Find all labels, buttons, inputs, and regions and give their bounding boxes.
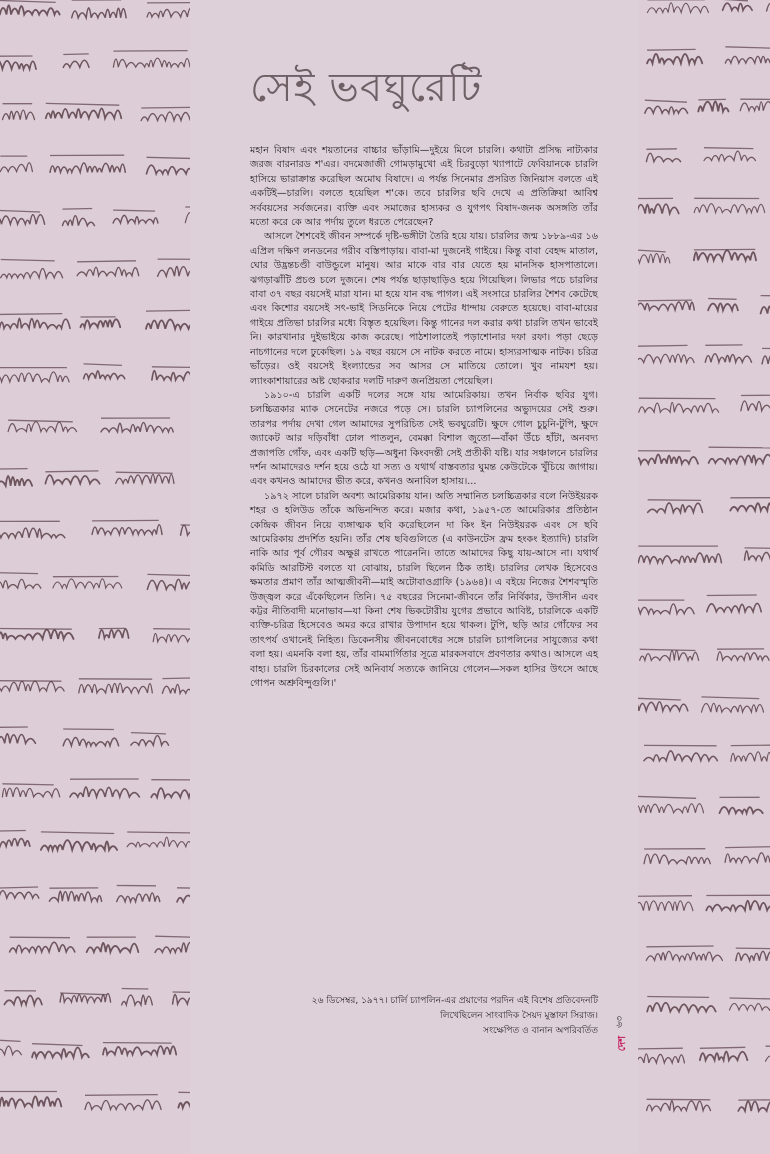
handwriting-stroke xyxy=(723,3,753,10)
handwriting-stroke xyxy=(638,796,696,798)
handwriting-stroke xyxy=(77,267,139,275)
paragraph-3: ১৯১০-এ চারলি একটি দলের সঙ্গে যায় আমেরিকায়। তখন নির্বাক ছবির যুগ। চলচ্চিত্রকার ম্যাক সেনেটের নজরে পড়ে সে। চারলি চ্যাপলিনের অভ্যুদয়ের সেই শুরু। তারপর পর্দায় দেখা গেল আমাদের সুপরিচিত সেই ভবঘুরেটি। ক্ষুদে গোল চুচুনি-টুপি, ক্ষুদে জ্যাকেট আর দড়িবাঁধা ঢোল পাতলুন, বেমক্কা বিশাল জুতো—বাঁকা উঁচে হাঁটা, অনবদ্য প্রজাপতি গোঁফ, এবং একটি ছড়ি—অধুনা কিংবদন্তী সেই প্রতীকী যষ্টি। যার সঞ্চালনে চারলির দর্শন আমাদেরও দর্শন হয়ে ওঠে যা সত্য ও যথার্থ বাস্তবতার ঘুমন্ত কেউটেকে খুঁচিয়ে জাগায়। এবং কখনও আমাদের ভীত করে, কখনও অনাবিল হাসায়।... xyxy=(250,389,598,488)
handwriting-stroke xyxy=(647,1101,711,1111)
handwriting-stroke xyxy=(0,887,38,888)
handwriting-stroke xyxy=(702,697,760,699)
handwriting-stroke xyxy=(0,630,73,639)
handwriting-stroke xyxy=(707,595,757,596)
handwriting-stroke xyxy=(694,250,756,260)
handwriting-stroke xyxy=(141,107,190,108)
handwriting-stroke xyxy=(60,993,106,995)
handwriting-stroke xyxy=(92,520,159,521)
handwriting-stroke xyxy=(761,296,770,297)
handwriting-stroke xyxy=(638,896,692,897)
magazine-brand: দেশ xyxy=(617,1036,628,1052)
handwriting-stroke xyxy=(63,216,95,226)
handwriting-stroke xyxy=(638,354,694,362)
handwriting-stroke xyxy=(45,471,98,472)
handwriting-stroke xyxy=(0,831,26,832)
handwriting-stroke xyxy=(730,502,770,511)
handwriting-stroke xyxy=(646,153,680,161)
handwriting-stroke xyxy=(698,99,726,100)
handwriting-stroke xyxy=(173,994,190,1004)
handwriting-stroke xyxy=(638,698,681,700)
handwriting-stroke xyxy=(638,804,704,813)
handwriting-stroke xyxy=(640,649,696,650)
handwriting-stroke xyxy=(85,1095,158,1096)
handwriting-stroke xyxy=(0,314,62,315)
handwriting-strokes-right xyxy=(638,0,770,1154)
paragraph-4: ১৯৭২ সালে চারলি অবশ্য আমেরিকায় যান। অতি সম্মানিত চলচ্চিত্রকার বলে নিউইয়রক শহর ও হলিউড তাঁকে অভিনন্দিত করে। মজার কথা, ১৯৫৭-তে আমেরিকার প্রতিষ্ঠান কেন্দ্রিক জীবন নিয়ে ব্যঙ্গাত্মক ছবি করেছিলেন দা কিং ইন নিউইয়রক এবং সে ছবি আমেরিকায় প্রদর্শিত হয়নি। তাঁর শেষ ছবিগুলিতে (এ কাউনটেস ফ্রম হংকং ইত্যাদি) চারলি নাকি আর পূর্ব গৌরব অক্ষুণ্ণ রাখতে পারেননি। তাতে আমাদের কিছু যায়-আসে না। যথার্থ কমিডি আরটিস্ট বলতে যা বোঝায়, চারলি ছিলেন ঠিক তাই। চারলির লেখক হিসেবেও ক্ষমতার প্রমাণ তাঁর আত্মজীবনী—মাই অটোবাওগ্রাফি (১৯৬৪)। এ বইয়ে নিজের শৈশবস্মৃতি উজ্জ্বল করে এঁকেছিলেন তিনি। ৭৫ বছরের সিনেমা-জীবনে তাঁর নির্বিকার, উদাসীন এবং কট্টর নীতিবাদী মনোভাব—যা কিনা শেষ ভিকটোরীয় যুগের প্রভাবে আবিষ্ট, চারলিকে একটি ব্যক্তি-চরিত্র হিসেবেও অমর করে রাখার উপাদান হয়ে থাকল। টুপি, ছড়ি আর গোঁফের সব তাৎপর্য ওখানেই নিহিত। ডিকেনসীয় জীবনবোধের সঙ্গে চারলি চ্যাপলিনের সাযুজ্যের কথা বলা হয়। এমনকি বলা হয়, তাঁর বামমার্গিতার সূত্রে মারকসবাদে প্রবণতার কথাও। আসলে এহ বাহ্য। চারলি চিরকালের সেই অনিবার্য সত্যকে জানিয়ে গেলেন—সকল হাসির উৎসে আছে গোপন অশ্রুবিন্দুগুলি।' xyxy=(250,490,598,690)
handwriting-stroke xyxy=(2,784,53,785)
handwriting-stroke xyxy=(41,840,117,850)
handwriting-stroke xyxy=(87,943,139,952)
handwriting-stroke xyxy=(113,58,190,67)
handwriting-stroke xyxy=(50,163,125,172)
handwriting-stroke xyxy=(638,254,670,263)
handwriting-stroke xyxy=(103,1043,172,1044)
handwriting-stroke xyxy=(638,553,721,563)
paragraph-1: মহান বিষাদ এবং শয়তানের বাচ্চার ভাঁড়ামি—দুইয়ে মিলে চারলি। কথাটা প্রসিদ্ধ নাট্যকার জরজ বারনারড শ'এর। বদমেজাজী গোমড়ামুখো এই চিরবুড়ো খ্যাপাটে ফেবিয়ানকে চারলি হাসিয়ে ভারাক্রান্ত করেছিল অমোঘ বিষাদে। এ পর্যন্ত সিনেমার প্রসরিত জিনিয়াস বলতে এই একটিই—চারলি। বলতে হয়েছিল শ'কে। তবে চারলির ছবি দেখে এ প্রতিক্রিয়া আবিশ্ব সর্ববয়সের সর্বজনের। ব্যক্তি এবং সমাজের হাস্যকর ও যুগপৎ বিষাদ-জনক অসঙ্গতি তাঁর মতো করে কে আর পর্দায় তুলে ধরতে পেরেছেন? xyxy=(250,145,598,229)
handwriting-stroke xyxy=(647,1099,711,1100)
handwriting-stroke xyxy=(3,110,35,120)
handwriting-stroke xyxy=(178,1092,190,1093)
handwriting-stroke xyxy=(766,1053,770,1061)
footnote-line-3: সংক্ষেপিত ও বানান অপরিবর্তিত xyxy=(483,1026,598,1036)
handwriting-stroke xyxy=(638,701,688,710)
handwriting-stroke xyxy=(147,157,191,159)
handwriting-stroke xyxy=(762,355,770,364)
handwriting-stroke xyxy=(45,475,99,484)
handwritten-manuscript-left xyxy=(0,0,190,1154)
handwriting-stroke xyxy=(41,832,114,834)
handwriting-stroke xyxy=(740,101,770,111)
handwriting-stroke xyxy=(706,901,770,911)
handwriting-stroke xyxy=(151,788,190,797)
handwriting-stroke xyxy=(152,371,190,380)
handwriting-stroke xyxy=(708,303,738,310)
handwriting-stroke xyxy=(646,951,722,960)
handwriting-stroke xyxy=(131,736,169,746)
handwriting-stroke xyxy=(736,948,770,949)
handwriting-stroke xyxy=(645,106,688,113)
handwriting-stroke xyxy=(638,1048,683,1049)
handwriting-stroke xyxy=(725,54,770,63)
handwriting-stroke xyxy=(646,149,677,150)
handwriting-stroke xyxy=(639,403,719,413)
handwriting-stroke xyxy=(731,745,770,746)
handwriting-stroke xyxy=(731,752,770,762)
handwriting-stroke xyxy=(32,1044,82,1046)
footnote-line-1: ২৬ ডিসেম্বর, ১৯৭৭। চার্লি চ্যাপলিন-এর প্রয়াণের পরদিন এই বিশেষ প্রতিবেদনটি xyxy=(311,996,598,1006)
handwriting-stroke xyxy=(704,151,756,160)
handwriting-stroke xyxy=(723,0,748,1)
handwriting-stroke xyxy=(85,1100,161,1110)
handwriting-stroke xyxy=(700,1052,748,1061)
handwriting-stroke xyxy=(761,304,770,313)
handwriting-stroke xyxy=(0,1096,61,1106)
handwriting-stroke xyxy=(738,1101,770,1111)
handwriting-stroke xyxy=(0,469,28,470)
handwriting-stroke xyxy=(725,847,770,848)
handwriting-stroke xyxy=(63,54,88,55)
handwriting-stroke xyxy=(0,372,69,382)
handwriting-stroke xyxy=(707,603,761,611)
handwriting-stroke xyxy=(638,345,688,346)
handwriting-stroke xyxy=(730,1001,770,1011)
handwriting-stroke xyxy=(49,891,101,901)
handwriting-stroke xyxy=(2,788,59,797)
handwriting-stroke xyxy=(0,681,64,691)
handwriting-stroke xyxy=(647,1003,716,1012)
handwriting-stroke xyxy=(99,629,129,638)
handwriting-stroke xyxy=(0,681,61,682)
handwriting-stroke xyxy=(700,1047,745,1048)
handwriting-stroke xyxy=(153,629,190,630)
handwriting-stroke xyxy=(79,683,153,693)
handwriting-stroke xyxy=(717,652,769,660)
handwriting-stroke xyxy=(116,472,173,473)
handwriting-stroke xyxy=(113,51,187,52)
handwriting-stroke xyxy=(725,853,770,863)
handwriting-stroke xyxy=(70,787,139,797)
handwriting-stroke xyxy=(116,474,174,483)
handwriting-stroke xyxy=(153,633,190,642)
page-folio xyxy=(612,1016,628,1072)
handwriting-stroke xyxy=(702,703,764,712)
handwriting-stroke xyxy=(63,729,114,730)
paragraph-2: আসলে শৈশবেই জীবন সম্পর্কে দৃষ্টি-ভঙ্গীটা তৈরি হয়ে যায়। চারলির জন্ম ১৮৮৯-এর ১৬ এপ্রিল দক্ষিণ লনডনের গরীব বস্তিপাড়ায়। বাবা-মা দুজনেই গাইয়ে। কিন্তু বাবা বেহদ্দ মাতাল, ঘোর উদ্ভ্রন্তচণ্ডী বাউন্ডুলে মানুষ। আর মাকে বার বার যেতে হয় মানসিক হাসপাতালে। ঝগড়াঝাঁটি প্রচণ্ড চলে দুজনে। শেষ পর্যন্ত ছাড়াছাড়িও হয়ে গিয়েছিল। লিভার পচে চারলির বাবা ৩৭ বছর বয়সেই মারা যান। মা হয়ে যান বদ্ধ পাগল। এই সংসারে চারলির শৈশব কেটেছে এবং কিশোর বয়সেই সৎ-ভাই সিডনিকে নিয়ে পেটের ধান্দায় বেরুতে হয়েছে। বাবা-মায়ের গাইয়ে প্রতিভা চারলির মধ্যে বিস্তৃত হয়েছিল। কিন্তু গানের দল করার কথা চারলি তখন ভাবেই নি। কারখানার দুইভাইয়ে কাজ করেছে। পাঠশালাতেই পড়াশোনার দফা রফা। পড়া ছেড়ে নাচগানের দলে ঢুকেছিল। ১৯ বছর বয়সে সে নাটক করতে নামে। হাস্যরসাত্মক নাটক। চরিত্র ভাঁড়ের। ওই বয়সেই ইংল্যান্ডের সব আসর সে মাতিয়ে তোলে। খুব নামযশ হয়। ল্যাংকাশায়ারের অষ্ট ছোকরার দলটি দারুণ জনপ্রিয়তা পেয়েছিল। xyxy=(250,231,598,387)
handwriting-stroke xyxy=(122,995,153,1005)
handwriting-stroke xyxy=(741,401,770,411)
page-number: ৬৩ xyxy=(615,1016,625,1028)
handwriting-stroke xyxy=(155,936,190,937)
handwriting-stroke xyxy=(648,503,703,513)
handwriting-stroke xyxy=(647,997,709,998)
handwriting-stroke xyxy=(10,942,75,952)
handwriting-stroke xyxy=(46,109,122,119)
handwriting-stroke xyxy=(147,164,191,173)
handwriting-stroke xyxy=(638,300,692,301)
handwriting-stroke xyxy=(53,579,122,588)
handwriting-stroke xyxy=(0,163,32,172)
handwriting-stroke xyxy=(113,215,158,223)
handwriting-stroke xyxy=(155,943,190,953)
handwriting-stroke xyxy=(4,996,41,1005)
handwriting-stroke xyxy=(72,8,126,18)
handwriting-stroke xyxy=(638,302,694,311)
handwriting-stroke xyxy=(173,992,190,993)
handwriting-stroke xyxy=(147,574,190,575)
handwriting-stroke xyxy=(0,215,45,224)
handwriting-stroke xyxy=(698,101,728,111)
handwriting-stroke xyxy=(640,651,699,661)
handwriting-stroke xyxy=(638,901,693,911)
handwriting-stroke xyxy=(0,210,40,212)
article-title: সেই ভবঘুরেটি xyxy=(250,65,483,111)
handwriting-stroke xyxy=(730,998,770,1000)
handwriting-stroke xyxy=(705,354,751,362)
handwriting-stroke xyxy=(178,1098,190,1108)
handwriting-stroke xyxy=(1,269,63,278)
handwritten-manuscript-right xyxy=(638,0,770,1154)
handwriting-stroke xyxy=(127,832,190,833)
handwriting-stroke xyxy=(720,807,763,813)
handwriting-stroke xyxy=(0,573,38,574)
handwriting-stroke xyxy=(0,891,39,898)
handwriting-stroke xyxy=(0,1046,21,1055)
handwriting-stroke xyxy=(0,734,35,744)
handwriting-stroke xyxy=(709,455,770,463)
article-footnote xyxy=(250,994,598,1039)
handwriting-stroke xyxy=(181,525,190,535)
handwriting-stroke xyxy=(745,548,770,549)
handwriting-stroke xyxy=(741,395,770,396)
handwriting-stroke xyxy=(146,310,190,311)
handwriting-stroke xyxy=(0,1,56,3)
handwriting-stroke xyxy=(0,579,41,588)
handwriting-stroke xyxy=(745,551,770,560)
handwriting-stroke xyxy=(77,261,136,262)
handwriting-stroke xyxy=(0,1040,21,1041)
handwriting-stroke xyxy=(1,260,55,261)
handwriting-stroke xyxy=(141,111,190,121)
handwriting-stroke xyxy=(63,737,118,745)
handwriting-stroke xyxy=(0,628,72,629)
handwriting-stroke xyxy=(704,148,753,149)
handwriting-stroke xyxy=(709,447,770,448)
handwriting-stroke xyxy=(177,893,190,902)
handwriting-stroke xyxy=(646,946,713,947)
handwriting-stroke xyxy=(63,60,89,67)
handwriting-stroke xyxy=(131,733,166,734)
handwriting-stroke xyxy=(117,893,160,902)
handwriting-stroke xyxy=(0,839,30,847)
handwriting-stroke xyxy=(32,1048,89,1058)
handwriting-stroke xyxy=(762,348,770,349)
handwriting-stroke xyxy=(647,3,708,13)
handwriting-stroke xyxy=(84,364,122,366)
handwriting-stroke xyxy=(694,204,765,213)
handwriting-stroke xyxy=(63,209,93,210)
handwriting-stroke xyxy=(645,100,687,102)
handwriting-strokes-left xyxy=(0,0,190,1154)
handwriting-stroke xyxy=(638,454,698,463)
handwriting-stroke xyxy=(644,854,710,864)
handwriting-stroke xyxy=(84,371,125,379)
handwriting-stroke xyxy=(0,476,32,486)
handwriting-stroke xyxy=(638,604,694,614)
handwriting-stroke xyxy=(152,367,190,368)
handwriting-stroke xyxy=(101,423,173,432)
handwriting-stroke xyxy=(162,684,190,694)
handwriting-stroke xyxy=(0,60,36,70)
handwriting-stroke xyxy=(0,318,70,328)
handwriting-stroke xyxy=(0,528,65,538)
handwriting-stroke xyxy=(162,678,190,679)
handwriting-stroke xyxy=(647,49,696,50)
handwriting-stroke xyxy=(8,420,73,422)
handwriting-stroke xyxy=(694,249,755,250)
handwriting-stroke xyxy=(767,1,770,11)
handwriting-stroke xyxy=(736,951,770,960)
footnote-line-2: লিখেছিলেন সাংবাদিক সৈয়দ মুস্তাফা সিরাজ। xyxy=(440,1011,598,1021)
handwriting-stroke xyxy=(638,250,666,252)
handwriting-stroke xyxy=(146,319,190,328)
handwriting-stroke xyxy=(10,937,70,938)
handwriting-stroke xyxy=(113,210,155,211)
handwriting-stroke xyxy=(158,266,190,276)
handwriting-stroke xyxy=(103,1046,176,1054)
handwriting-stroke xyxy=(648,500,701,501)
handwriting-stroke xyxy=(81,319,121,327)
handwriting-stroke xyxy=(647,54,702,63)
handwriting-stroke xyxy=(177,888,190,889)
handwriting-stroke xyxy=(644,751,717,761)
handwriting-stroke xyxy=(92,525,162,535)
article-body xyxy=(250,144,598,691)
handwriting-stroke xyxy=(638,1054,684,1063)
handwriting-stroke xyxy=(122,989,149,990)
handwriting-stroke xyxy=(127,837,190,847)
handwriting-stroke xyxy=(8,422,77,432)
handwriting-stroke xyxy=(147,8,190,17)
handwriting-stroke xyxy=(708,299,737,300)
handwriting-stroke xyxy=(725,47,770,49)
handwriting-stroke xyxy=(738,1100,770,1101)
handwriting-stroke xyxy=(0,5,60,14)
handwriting-stroke xyxy=(46,103,120,105)
handwriting-stroke xyxy=(638,204,679,213)
handwriting-stroke xyxy=(147,579,190,589)
